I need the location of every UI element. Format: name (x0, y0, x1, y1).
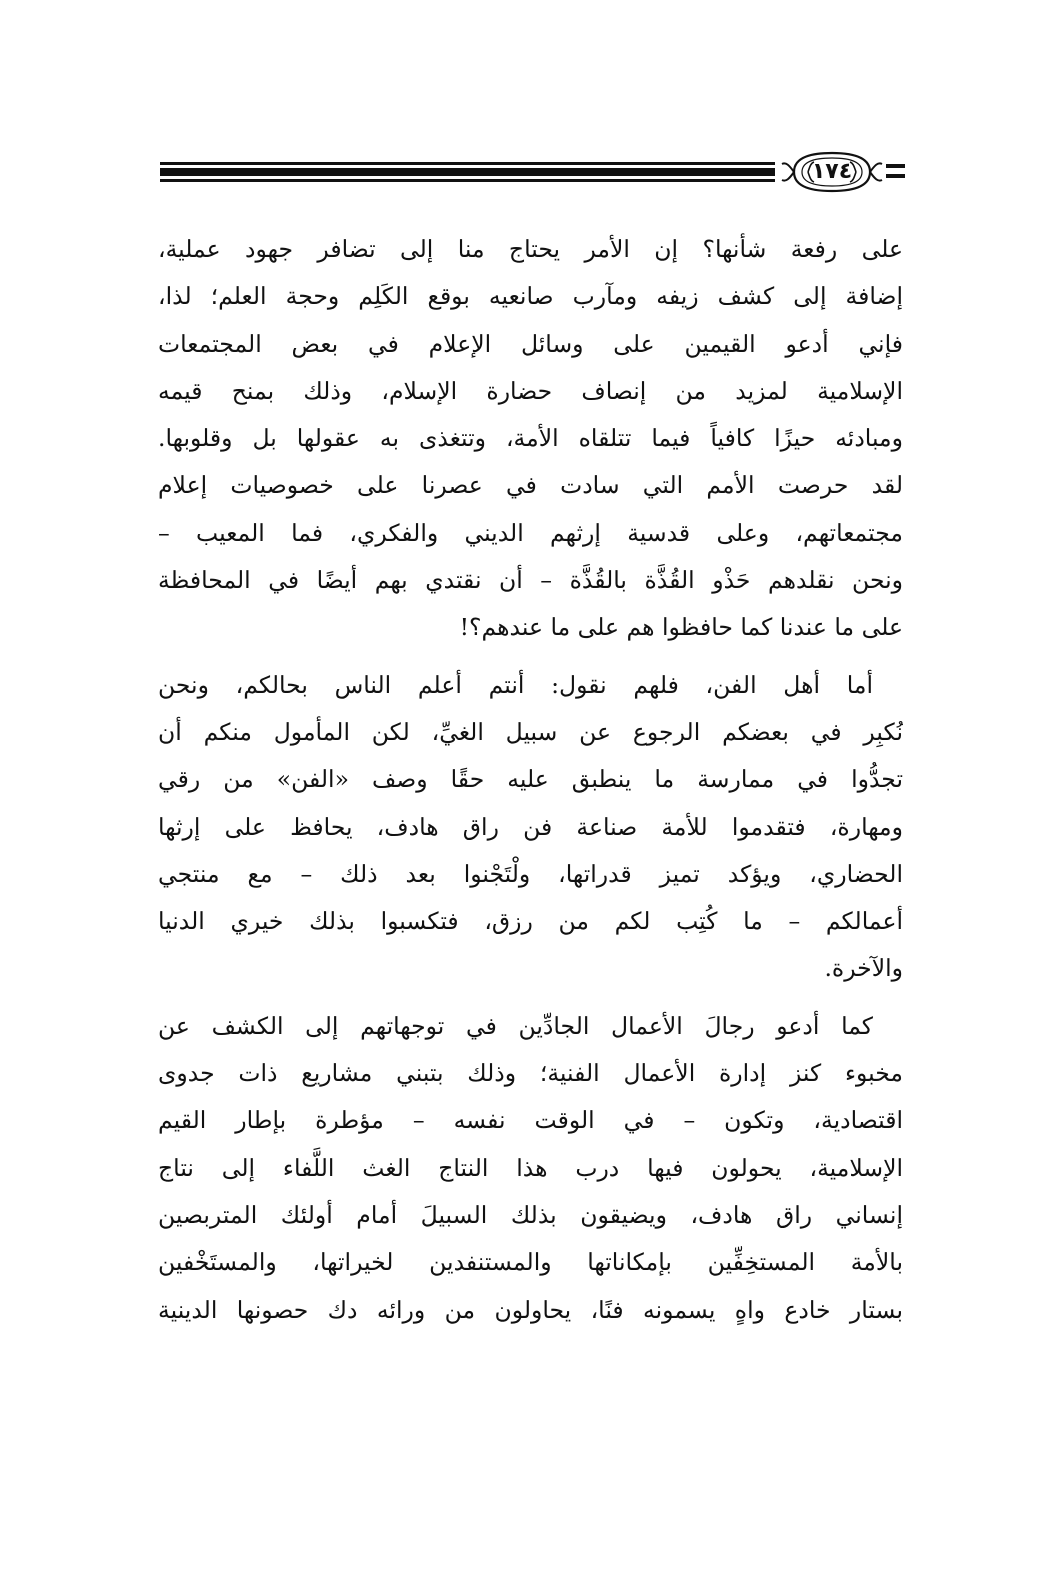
text-line: ومبادئه حيزًا كافياً فيما تتلقاه الأمة، وتتغذى به عقولها بل وقلوبها. (158, 424, 903, 453)
paragraph-3 (158, 1003, 903, 1334)
text-line: على ما عندنا كما حافظوا هم على ما عندهم؟! (459, 613, 903, 642)
text-line: والآخرة. (824, 954, 903, 983)
page-number-ornament (780, 150, 884, 194)
text-line: الإسلامية، يحولون فيها درب هذا النتاج الغث اللَّفاء إلى نتاج (158, 1153, 903, 1182)
text-line: ونحن نقلدهم حَذْو القُذَّة بالقُذَّة – أن نقتدي بهم أيضًا في المحافظة (158, 566, 903, 595)
text-line: اقتصادية، وتكون – في الوقت نفسه – مؤطرة بإطار القيم (158, 1106, 903, 1135)
text-line: أما أهل الفن، فلهم نقول: أنتم أعلم الناس بحالكم، ونحن (158, 670, 873, 699)
page-number: ١٧٤ (811, 159, 853, 184)
text-line: فإني أدعو القيمين على وسائل الإعلام في بعض المجتمعات (158, 329, 903, 358)
text-line: تجدُّوا في ممارسة ما ينطبق عليه حقًا وصف «الفن» من رقي (158, 765, 903, 794)
text-line: ومهارة، فتقدموا للأمة صناعة فن راق هادف، يحافظ على إرثها (158, 812, 903, 841)
text-line: الحضاري، ويؤكد تميز قدراتها، ولْتَجْنوا بعد ذلك – مع منتجي (158, 859, 903, 888)
paragraph-2 (158, 662, 903, 993)
text-line: مخبوء كنز إدارة الأعمال الفنية؛ وذلك بتبني مشاريع ذات جدوى (158, 1059, 903, 1088)
text-line: أعمالكم – ما كُتِب لكم من رزق، فتكسبوا بذلك خيري الدنيا (158, 907, 903, 936)
text-line: بالأمة المستخِفِّين بإمكاناتها والمستنفدين لخيراتها، والمستَخْفين (158, 1248, 903, 1277)
header-rule-lines (160, 160, 775, 184)
text-line: مجتمعاتهم، وعلى قدسية إرثهم الديني والفكري، فما المعيب – (158, 518, 903, 547)
text-line: على رفعة شأنها؟ إن الأمر يحتاج منا إلى تضافر جهود عملية، (158, 235, 903, 263)
body-text (158, 226, 903, 1334)
text-line: بستار خادع واهٍ يسمونه فنًا، يحاولون من ورائه دك حصونها الدينية (158, 1295, 903, 1324)
text-line: نُكبِر في بعضكم الرجوع عن سبيل الغيِّ، لكن المأمول منكم أن (158, 717, 903, 746)
header-rule-end (886, 160, 905, 184)
text-line: لقد حرصت الأمم التي سادت في عصرنا على خصوصيات إعلام (158, 471, 903, 500)
text-line: إنساني راق هادف، ويضيقون بذلك السبيلَ أمام أولئك المتربصين (158, 1200, 903, 1229)
page-header (160, 150, 905, 194)
text-line: الإسلامية لمزيد من إنصاف حضارة الإسلام، وذلك بمنح قيمه (158, 376, 903, 405)
paragraph-1 (158, 226, 903, 652)
text-line: كما أدعو رجالَ الأعمال الجادِّين في توجهاتهم إلى الكشف عن (158, 1011, 873, 1040)
text-line: إضافة إلى كشف زيفه ومآرب صانعيه بوقع الكَلِم وحجة العلم؛ لذا، (158, 282, 903, 311)
